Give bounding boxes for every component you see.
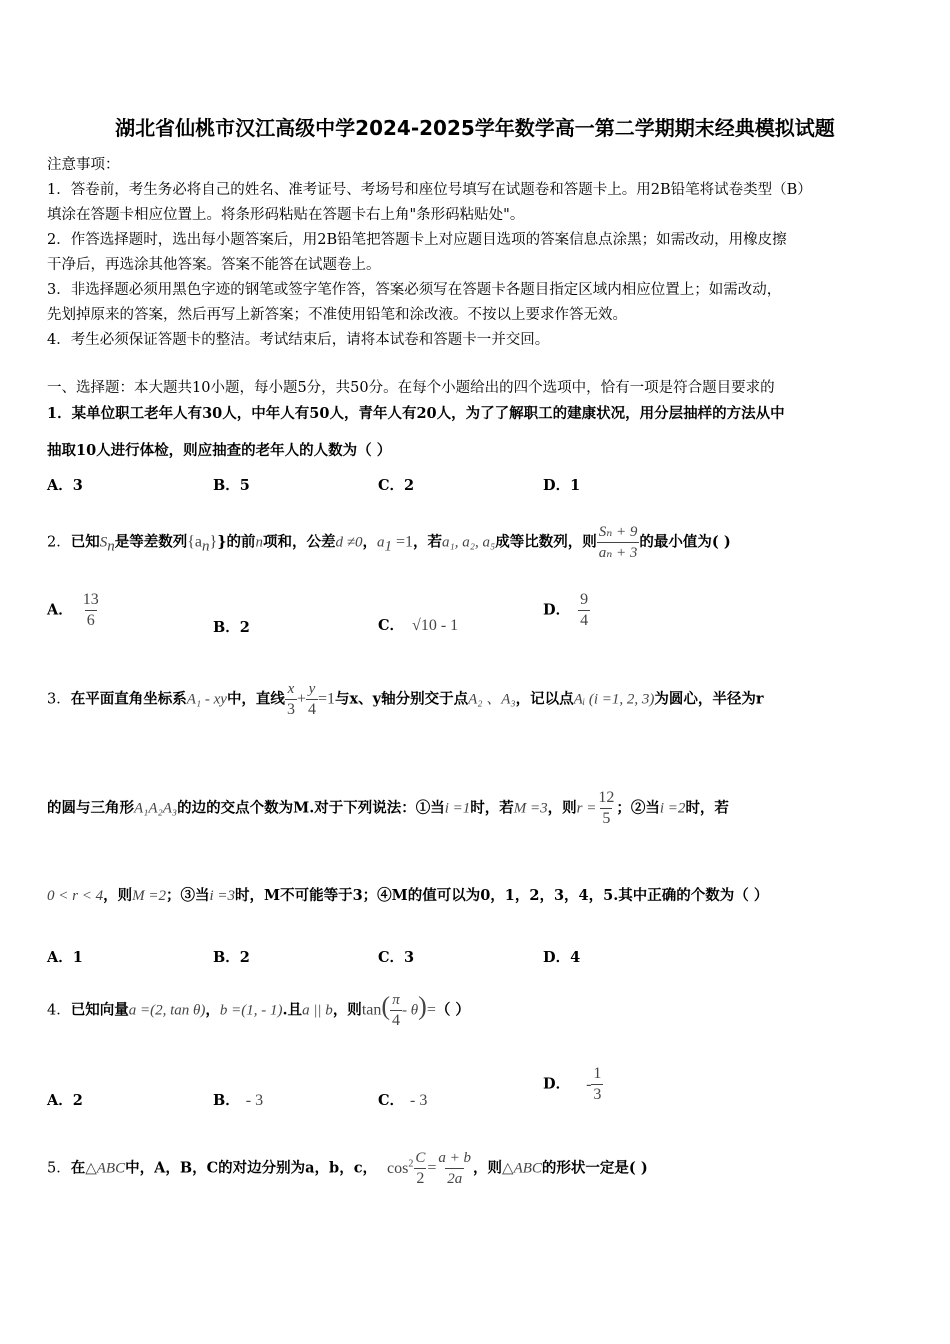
notice-line: 干净后，再选涂其他答案。答案不能答在试题卷上。 <box>47 257 381 273</box>
q-text: 的最小值为( ) <box>639 533 731 551</box>
question-3-line-2: 的圆与三角形A₁A₂A₃的边的交点个数为M.对于下列说法：①当i =1时，若M =3，则r = $\frac{12}{5}$ ；②当i =2时，若 <box>47 789 729 827</box>
option-c: C．3 <box>378 949 415 966</box>
option-d: D．4 <box>543 949 581 966</box>
option-d: D．1 <box>543 477 581 494</box>
math-d: d ≠0 <box>335 534 363 551</box>
question-2: 2．已知$S_n$是等差数列$\{a_n\}$}的前n项和，公差d ≠0，$a_1 =1$，若a₁, a₂, a₅成等比数列，则 $\frac{\text{Sₙ + 9}}{\text{aₙ + 3}}$ 的最小值为( ) <box>47 524 731 561</box>
fraction: $\frac{\text{Sₙ + 9}}{\text{aₙ + 3}}$ <box>598 524 638 561</box>
question-1-line-1: 1．某单位职工老年人有30人，中年人有50人，青年人有20人，为了了解职工的建康状况，用分层抽样的方法从中 <box>47 405 785 422</box>
q-text: ， <box>362 533 378 551</box>
math-an: {a <box>187 533 203 551</box>
question-number: 2． <box>47 534 71 551</box>
q-text: 是等差数列 <box>114 533 188 551</box>
option-a: A． $\frac{13}{6}$ <box>47 591 99 629</box>
question-5: 5．在△ABC中，A，B，C的对边分别为a，b，c， $\cos^2$ $\frac{C}{2}$ = $\frac{a + b}{2a}$ ，则△ABC的形状一定是( ) <box>47 1150 648 1187</box>
option-a: A．1 <box>47 949 83 966</box>
option-d: D． $\frac{9}{4}$ <box>543 591 589 629</box>
option-c: C．2 <box>378 477 415 494</box>
notice-line: 4．考生必须保证答题卡的整洁。考试结束后，请将本试卷和答题卡一并交回。 <box>47 332 550 348</box>
question-3-line-1: 3．在平面直角坐标系A₁ - xy中，直线 $\frac{x}{3}$ + $\frac{y}{4}$ =1与x、y轴分别交于点A₂ 、A₃，记以点Aᵢ (i =1, 2, 3)为圆心，半径为r <box>47 681 764 718</box>
option-b: B．5 <box>213 477 250 494</box>
option-a: A．3 <box>47 477 83 494</box>
option-d: D． - $\frac{1}{3}$ <box>543 1065 602 1103</box>
q-text: 成等比数列，则 <box>495 533 597 551</box>
notice-heading: 注意事项： <box>47 157 120 173</box>
notice-line: 2．作答选择题时，选出每小题答案后，用2B铅笔把答题卡上对应题目选项的答案信息点涂黑；如需改动，用橡皮擦 <box>47 232 787 248</box>
q-text: ，若 <box>413 533 443 551</box>
notice-line: 3．非选择题必须用黑色字迹的钢笔或签字笔作答，答案必须写在答题卡各题目指定区域内相应位置上；如需改动， <box>47 282 782 298</box>
notice-line: 1．答卷前，考生务必将自己的姓名、准考证号、考场号和座位号填写在试题卷和答题卡上。用2B铅笔将试卷类型（B） <box>47 182 812 198</box>
question-4: 4．已知向量a =(2, tan θ)，b =(1, - 1).且a || b，则tan( $\frac{\pi}{4}$ - θ)=（ ） <box>47 991 470 1029</box>
math-a1-eq: =1 <box>392 533 414 551</box>
option-c: C． - 3 <box>378 1092 428 1109</box>
math-sn: S <box>99 534 108 551</box>
page-title: 湖北省仙桃市汉江高级中学2024-2025学年数学高一第二学期期末经典模拟试题 <box>115 116 835 140</box>
question-3-line-3: 0 < r < 4，则M =2；③当i =3时，M不可能等于3；④M的值可以为0，1，2，3，4，5.其中正确的个数为（ ） <box>47 887 769 904</box>
notice-line: 先划掉原来的答案，然后再写上新答案；不准使用铅笔和涂改液。不按以上要求作答无效。 <box>47 307 627 323</box>
option-a: A．2 <box>47 1092 83 1109</box>
option-b: B． - 3 <box>213 1092 264 1109</box>
option-b: B．2 <box>213 619 250 636</box>
option-b: B．2 <box>213 949 250 966</box>
section-heading: 一、选择题：本大题共10小题，每小题5分，共50分。在每个小题给出的四个选项中，恰有一项是符合题目要求的 <box>47 380 775 396</box>
notice-line: 填涂在答题卡相应位置上。将条形码粘贴在答题卡右上角"条形码粘贴处"。 <box>47 207 525 223</box>
q-text: 项和，公差 <box>263 533 336 551</box>
math-seq: a₁, a₂, a₅ <box>442 534 496 551</box>
question-1-line-2: 抽取10人进行体检，则应抽查的老年人的人数为（ ） <box>47 442 392 459</box>
option-c: C． √10 - 1 <box>378 617 459 634</box>
math-a1: a <box>377 534 385 551</box>
q-text: 已知 <box>70 533 100 551</box>
q-text: }的前 <box>217 533 256 551</box>
math-n: n <box>255 534 264 551</box>
